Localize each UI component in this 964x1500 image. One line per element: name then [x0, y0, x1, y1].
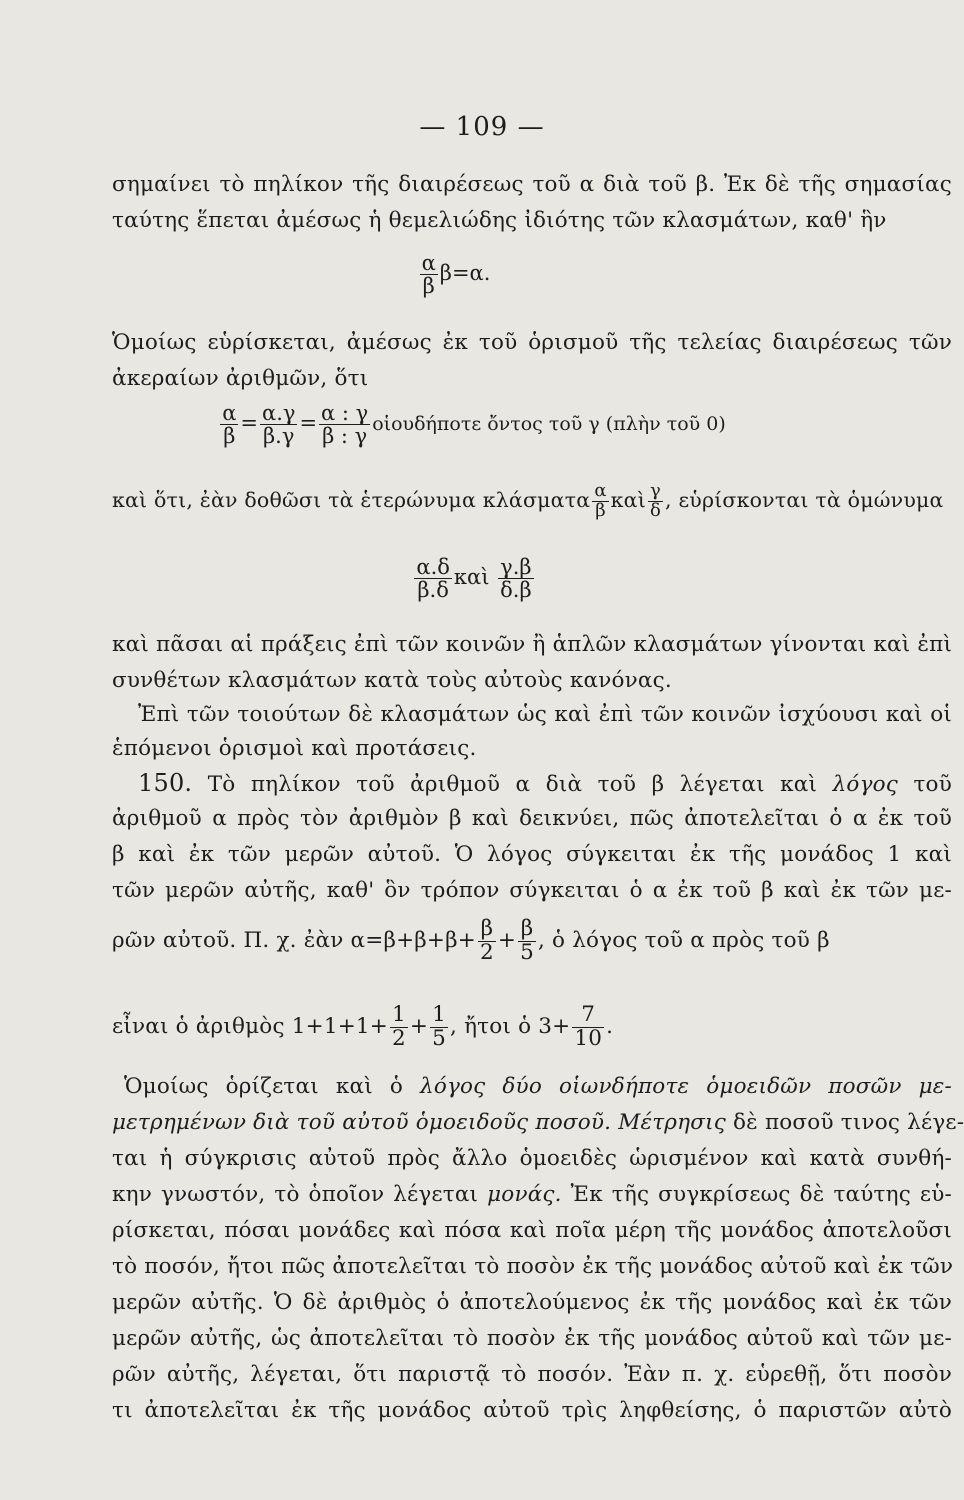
fraction: $\frac{\alpha}{\beta}$	[421, 251, 436, 299]
text-line: ρῶν αὐτῆς, λέγεται, ὅτι παριστᾷ τὸ ποσόν. Ἐὰν π. χ. εὑρεθῇ, ὅτι ποσὸν	[112, 1362, 952, 1387]
text-line: Ἐπὶ τῶν τοιούτων δὲ κλασμάτων ὡς καὶ ἐπὶ τῶν κοινῶν ἰσχύουσι καὶ οἱ	[138, 702, 952, 727]
text-line: ἑπόμενοι ὁρισμοὶ καὶ προτάσεις.	[112, 736, 477, 761]
text-line: σημαίνει τὸ πηλίκον τῆς διαιρέσεως τοῦ α διὰ τοῦ β. Ἐκ δὲ τῆς σημασίας	[112, 172, 952, 197]
equation-division: $\frac{\alpha}{\beta}$ = $\frac{\alpha.\gamma}{\beta.\gamma}$ = $\frac{\alpha : \gamma}{\beta : \gamma}$ οἱουδήποτε ὄντος τοῦ γ (πλὴν τοῦ 0)	[222, 401, 726, 449]
equation-fundamental: $\frac{\alpha}{\beta}$ β=α.	[421, 251, 491, 299]
text-line-example: ρῶν αὐτοῦ. Π. χ. ἐὰν α=β+β+β+ $\frac{\beta}{2}$ + $\frac{\beta}{5}$ , ὁ λόγος τοῦ α πρὸς τοῦ β	[112, 916, 830, 965]
text-line-fractions: καὶ ὅτι, ἐὰν δοθῶσι τὰ ἑτερώνυμα κλάσματα $\frac{\alpha}{\beta}$ καὶ $\frac{\gamma}{\delta}$ , εὑρίσκονται τὰ ὁμώνυμα	[112, 480, 944, 521]
text-line: ἀριθμοῦ α πρὸς τὸν ἀριθμὸν β καὶ δεικνύει, πῶς ἀποτελεῖται ὁ α ἐκ τοῦ	[112, 806, 952, 831]
section-number: 150.	[138, 769, 193, 797]
text-line: τὸ ποσόν, ἤτοι πῶς ἀποτελεῖται τὸ ποσὸν ἐκ τῆς μονάδος αὐτοῦ καὶ ἐκ τῶν	[112, 1254, 954, 1279]
text-line: Ὁμοίως εὑρίσκεται, ἀμέσως ἐκ τοῦ ὁρισμοῦ τῆς τελείας διαιρέσεως τῶν	[112, 330, 952, 355]
text-line: συνθέτων κλασμάτων κατὰ τοὺς αὐτοὺς κανόνας.	[112, 668, 672, 693]
text-line: τι ἀποτελεῖται ἐκ τῆς μονάδος αὐτοῦ τρὶς ληφθείσης, ὁ παριστῶν αὐτὸ	[112, 1398, 952, 1423]
text-line: ἀκεραίων ἀριθμῶν, ὅτι	[112, 366, 369, 391]
text-line: β καὶ ἐκ τῶν μερῶν αὐτοῦ. Ὁ λόγος σύγκειται ἐκ τῆς μονάδος 1 καὶ	[112, 842, 952, 867]
text-line-ratio: εἶναι ὁ ἀριθμὸς 1+1+1+ $\frac{1}{2}$ + $\frac{1}{5}$ , ἤτοι ὁ 3+ $\frac{7}{10}$ .	[112, 1002, 614, 1051]
equation-homonymous: $\frac{\alpha.\delta}{\beta.\delta}$ καὶ $\frac{\gamma.\beta}{\delta.\beta}$	[416, 555, 532, 603]
text-line: μετρημένων διὰ τοῦ αὐτοῦ ὁμοειδοῦς ποσοῦ. Μέτρησις δὲ ποσοῦ τινος λέγε-	[112, 1110, 964, 1135]
text-line: ται ἡ σύγκρισις αὐτοῦ πρὸς ἄλλο ὁμοειδὲς ὡρισμένον καὶ κατὰ συνθή-	[112, 1146, 952, 1171]
section-150-line: 150. Τὸ πηλίκον τοῦ ἀριθμοῦ α διὰ τοῦ β λέγεται καὶ λόγος τοῦ	[138, 769, 952, 797]
text-line: μερῶν αὐτῆς, ὡς ἀποτελεῖται τὸ ποσὸν ἐκ τῆς μονάδος αὐτοῦ καὶ τῶν με-	[112, 1326, 952, 1351]
text-line: Ὁμοίως ὁρίζεται καὶ ὁ λόγος δύο οἱωνδήποτε ὁμοειδῶν ποσῶν με-	[124, 1074, 952, 1099]
page-number: — 109 —	[419, 112, 545, 142]
text-line: τῶν μερῶν αὐτῆς, καθ' ὃν τρόπον σύγκειται ὁ α ἐκ τοῦ β καὶ ἐκ τῶν με-	[112, 878, 952, 903]
text-line: κην γνωστόν, τὸ ὁποῖον λέγεται μονάς. Ἐκ τῆς συγκρίσεως δὲ ταύτης εὑ-	[112, 1182, 952, 1207]
text-line: μερῶν αὐτῆς. Ὁ δὲ ἀριθμὸς ὁ ἀποτελούμενος ἐκ τῆς μονάδος καὶ ἐκ τῶν	[112, 1290, 952, 1315]
text-line: καὶ πᾶσαι αἱ πράξεις ἐπὶ τῶν κοινῶν ἢ ἁπλῶν κλασμάτων γίνονται καὶ ἐπὶ	[112, 632, 953, 657]
text-line: ρίσκεται, πόσαι μονάδες καὶ πόσα καὶ ποῖα μέρη τῆς μονάδος ἀποτελοῦσι	[112, 1218, 952, 1243]
text-line: ταύτης ἕπεται ἀμέσως ἡ θεμελιώδης ἰδιότης τῶν κλασμάτων, καθ' ἣν	[112, 208, 887, 233]
